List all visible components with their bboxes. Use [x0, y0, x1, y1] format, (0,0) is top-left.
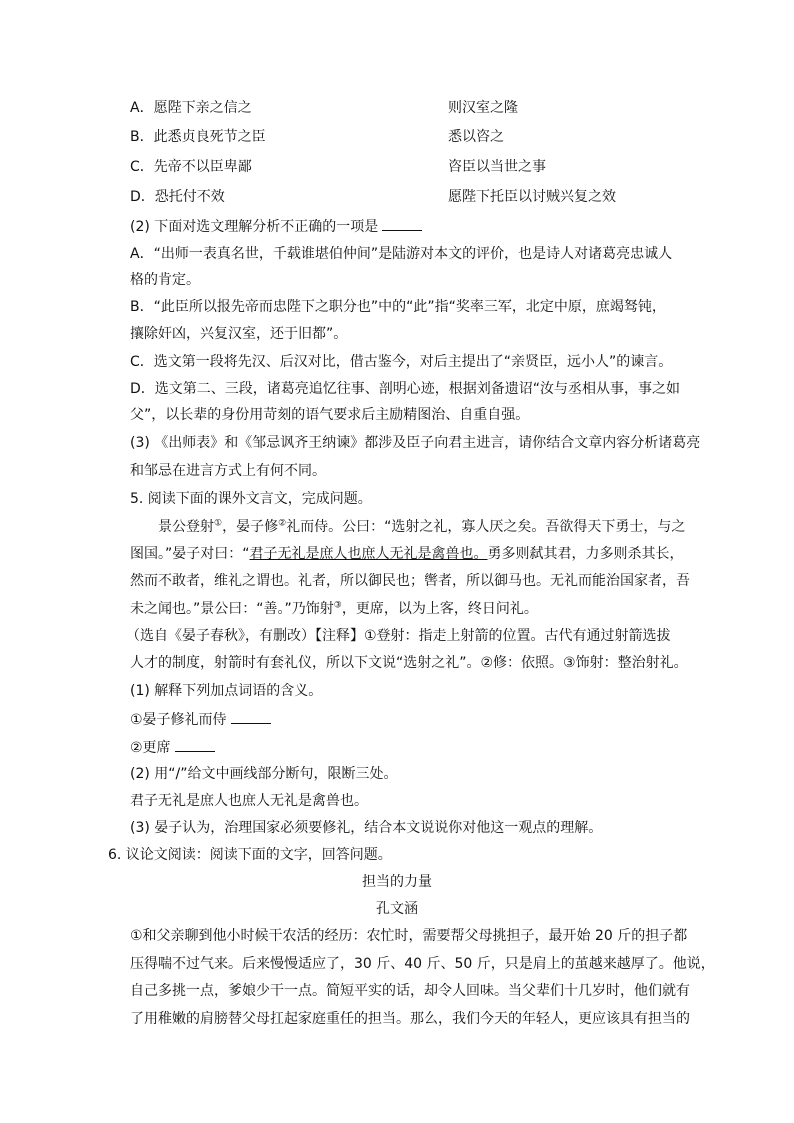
option-d-left: D．恐托付不效 [130, 189, 225, 205]
q2-option-d-line1: D．选文第二、三段，诸葛亮追忆往事、剖明心迹，根据刘备遗诏“汝与丞相从事，事之如 [130, 381, 681, 397]
q3-line2: 和邹忌在进言方式上有何不同。 [130, 463, 326, 479]
footnote-marker: ① [214, 518, 223, 529]
q2-option-b-line1: B．“此臣所以报先帝而忠陛下之职分也”中的“此”指“奖率三军，北定中原，庶竭驽钝， [130, 299, 666, 315]
notes-line2: 人才的制度，射箭时有套礼仪，所以下文说“选射之礼”。②修：依照。③饰射：整治射礼。 [130, 655, 688, 671]
q2-stem: (2) 下面对选文理解分析不正确的一项是 [130, 216, 690, 237]
underlined-sentence: 君子无礼是庶人也庶人无礼是禽兽也。 [249, 546, 488, 562]
option-c-left: C．先帝不以臣卑鄙 [130, 159, 252, 175]
passage-line3: 然而不敢者，维礼之谓也。礼者，所以御民也；辔者，所以御马也。无礼而能治国家者，吾 [130, 573, 690, 589]
q2-option-a-line2: 格的肯定。 [130, 272, 200, 288]
answer-blank[interactable] [382, 216, 422, 231]
answer-blank[interactable] [231, 709, 271, 724]
s5-q1-item2: ②更席 [130, 737, 690, 758]
answer-blank[interactable] [175, 737, 215, 752]
option-c-right: 咨臣以当世之事 [448, 159, 546, 175]
article-line1: ①和父亲聊到他小时候干农活的经历：农忙时，需要帮父母挑担子，最开始 20 斤的担子都 [130, 928, 688, 944]
s5-q2-text: 君子无礼是庶人也庶人无礼是禽兽也。 [130, 793, 368, 809]
passage-line1: 景公登射①，晏子修②礼而侍。公曰：“选射之礼，寡人厌之矣。吾欲得天下勇士，与之 [158, 518, 686, 535]
footnote-marker: ② [278, 518, 287, 529]
s5-q3: (3) 晏子认为，治理国家必须要修礼，结合本文说说你对他这一观点的理解。 [130, 820, 603, 836]
option-a-right: 则汉室之隆 [448, 100, 518, 116]
option-c [130, 157, 690, 177]
section-5-title: 5. 阅读下面的课外文言文，完成问题。 [130, 491, 372, 507]
s5-q1: (1) 解释下列加点词语的含义。 [130, 683, 323, 699]
passage-line4: 未之闻也。”景公曰：“善。”乃饰射③，更席，以为上客，终日问礼。 [130, 600, 538, 617]
article-title: 担当的力量 [362, 874, 432, 890]
option-b-right: 悉以咨之 [448, 129, 504, 145]
q2-option-d-line2: 父”，以长辈的身份用苛刻的语气要求后主励精图治、自重自强。 [130, 407, 530, 423]
option-b [130, 127, 690, 147]
s5-q1-item1: ①晏子修礼而侍 [130, 709, 690, 730]
article-line2: 压得喘不过气来。后来慢慢适应了，30 斤、40 斤、50 斤，只是肩上的茧越来越厚了。他说， [130, 956, 715, 972]
option-d-right: 愿陛下托臣以讨贼兴复之效 [448, 189, 616, 205]
q3-line1: (3) 《出师表》和《邹忌讽齐王纳谏》都涉及臣子向君主进言，请你结合文章内容分析诸葛亮 [130, 435, 701, 451]
notes-line1: （选自《晏子春秋》，有删改）【注释】①登射：指走上射箭的位置。古代有通过射箭选拔 [126, 628, 671, 644]
section-6-title: 6. 议论文阅读：阅读下面的文字，回答问题。 [108, 847, 392, 863]
option-a-left: A．愿陛下亲之信之 [130, 100, 252, 116]
footnote-marker: ③ [333, 600, 342, 611]
article-line3: 自己多挑一点，爹娘少干一点。简短平实的话，却令人回味。当父辈们十几岁时，他们就有 [130, 983, 690, 999]
q2-option-c: C．选文第一段将先汉、后汉对比，借古鉴今，对后主提出了“亲贤臣，远小人”的谏言。 [130, 354, 673, 370]
option-d [130, 187, 690, 207]
q2-option-b-line2: 攘除奸凶，兴复汉室，还于旧都”。 [130, 326, 348, 342]
article-author: 孔文涵 [376, 901, 418, 917]
option-b-left: B．此悉贞良死节之臣 [130, 129, 266, 145]
q2-option-a-line1: A．“出师一表真名世，千载谁堪伯仲间”是陆游对本文的评价，也是诗人对诸葛亮忠诚人 [130, 246, 673, 262]
s5-q2: (2) 用“/”给文中画线部分断句，限断三处。 [130, 766, 398, 782]
article-line4: 了用稚嫩的肩膀替父母扛起家庭重任的担当。那么，我们今天的年轻人，更应该具有担当的 [130, 1011, 690, 1027]
option-a [130, 98, 690, 118]
passage-line2: 图国。”晏子对曰：“君子无礼是庶人也庶人无礼是禽兽也。勇多则弑其君，力多则杀其长， [130, 546, 684, 562]
